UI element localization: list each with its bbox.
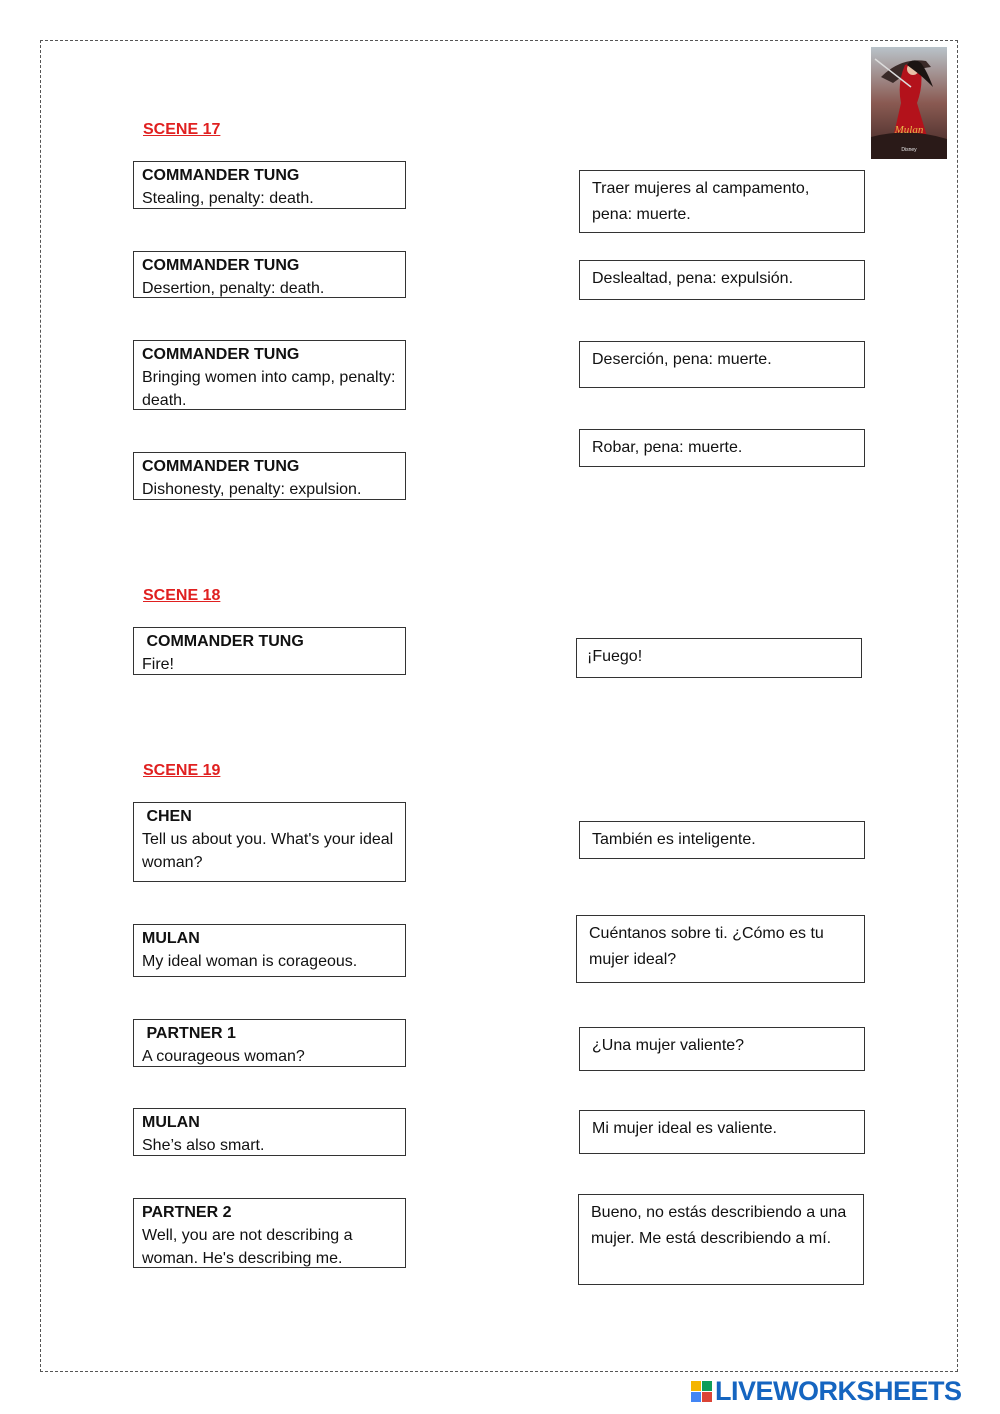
liveworksheets-watermark [691, 1376, 991, 1406]
dialogue-line: Dishonesty, penalty: expulsion. [142, 481, 362, 498]
scene-19-title: SCENE 19 [143, 762, 221, 779]
scene18-english-card[interactable] [133, 627, 406, 675]
scene18-spanish-card[interactable]: ¡Fuego! [576, 638, 862, 678]
watermark-text: LIVEWORKSHEETS [715, 1375, 962, 1406]
speaker-name: COMMANDER TUNG [142, 633, 304, 650]
scene17-spanish-card[interactable]: Robar, pena: muerte. [579, 429, 865, 467]
dialogue-line: Stealing, penalty: death. [142, 190, 314, 207]
dialogue-line: A courageous woman? [142, 1048, 305, 1065]
scene19-english-card[interactable] [133, 1108, 406, 1156]
scene19-spanish-card[interactable]: Mi mujer ideal es valiente. [579, 1110, 865, 1154]
dialogue-line: My ideal woman is corageous. [142, 953, 358, 970]
scene17-english-card[interactable] [133, 161, 406, 209]
scene-18-title: SCENE 18 [143, 587, 221, 604]
speaker-name: COMMANDER TUNG [142, 346, 300, 363]
scene17-spanish-card[interactable]: Deslealtad, pena: expulsión. [579, 260, 865, 300]
scene19-spanish-card[interactable]: También es inteligente. [579, 821, 865, 859]
scene19-english-card[interactable] [133, 924, 406, 977]
scene17-spanish-card[interactable]: Deserción, pena: muerte. [579, 341, 865, 388]
scene-17-title: SCENE 17 [143, 121, 221, 138]
dialogue-line: She’s also smart. [142, 1137, 265, 1154]
speaker-name: COMMANDER TUNG [142, 458, 300, 475]
scene17-english-card[interactable] [133, 251, 406, 298]
speaker-name: MULAN [142, 930, 200, 947]
speaker-name: PARTNER 2 [142, 1204, 232, 1221]
scene19-english-card[interactable] [133, 1198, 406, 1268]
speaker-name: COMMANDER TUNG [142, 257, 300, 274]
dialogue-line: Tell us about you. What's your ideal woman? [142, 831, 394, 871]
scene17-english-card[interactable] [133, 452, 406, 500]
mulan-poster-image [871, 47, 947, 159]
dialogue-line: Desertion, penalty: death. [142, 280, 325, 297]
speaker-name: PARTNER 1 [142, 1025, 236, 1042]
dialogue-line: Fire! [142, 656, 174, 673]
dialogue-line: Bringing women into camp, penalty: death. [142, 369, 396, 409]
scene19-english-card[interactable] [133, 802, 406, 882]
scene19-spanish-card[interactable]: Cuéntanos sobre ti. ¿Cómo es tu mujer ideal? [576, 915, 865, 983]
scene19-english-card[interactable] [133, 1019, 406, 1067]
speaker-name: COMMANDER TUNG [142, 167, 300, 184]
poster-title-text: Mulan [894, 124, 924, 136]
dialogue-line: Well, you are not describing a woman. He's describing me. [142, 1227, 353, 1267]
page-border [40, 40, 958, 1372]
scene19-spanish-card[interactable]: ¿Una mujer valiente? [579, 1027, 865, 1071]
scene17-spanish-card[interactable]: Traer mujeres al campamento, pena: muerte. [579, 170, 865, 233]
speaker-name: MULAN [142, 1114, 200, 1131]
speaker-name: CHEN [142, 808, 192, 825]
liveworksheets-logo-icon [691, 1381, 712, 1402]
poster-studio-text: Disney [901, 147, 917, 153]
scene19-spanish-card[interactable]: Bueno, no estás describiendo a una mujer. Me está describiendo a mí. [578, 1194, 864, 1285]
scene17-english-card[interactable] [133, 340, 406, 410]
